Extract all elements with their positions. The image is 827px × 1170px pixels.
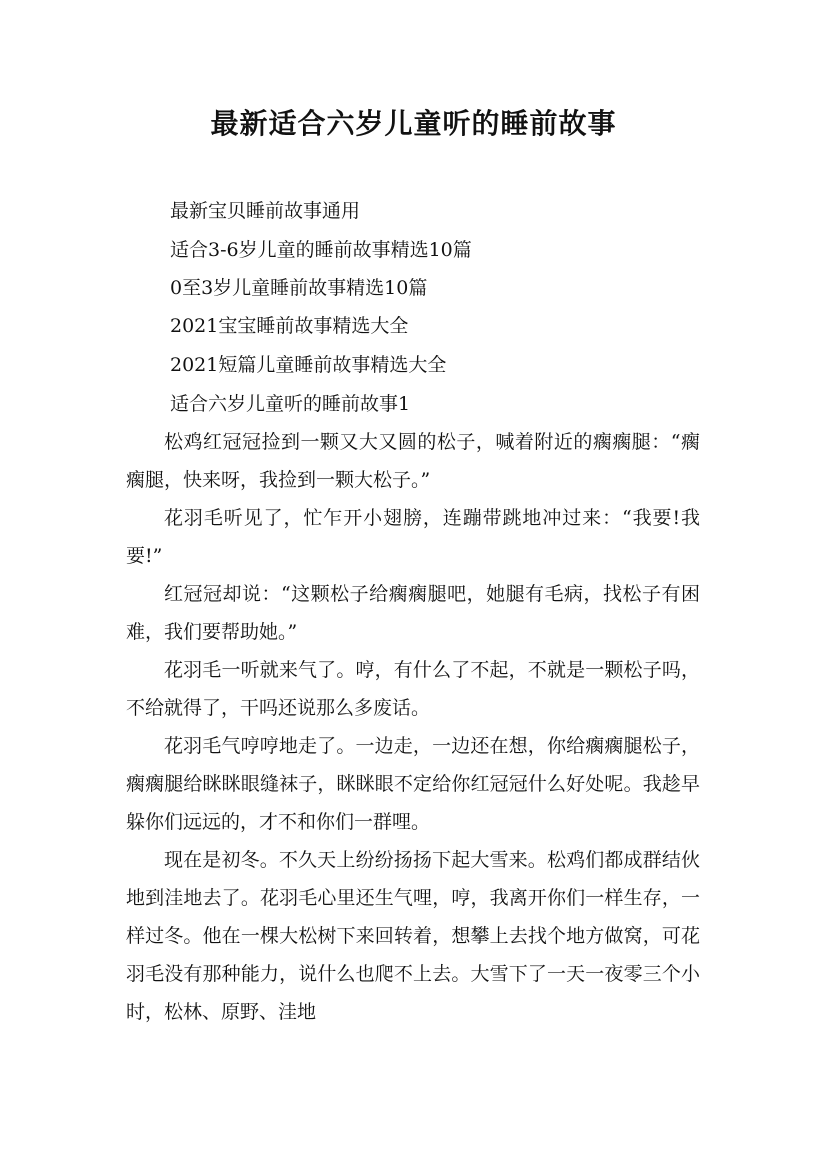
story-paragraph: 松鸡红冠冠捡到一颗又大又圆的松子，喊着附近的瘸瘸腿：“瘸瘸腿，快来呀，我捡到一颗大松子。”	[126, 431, 700, 491]
story-body	[126, 423, 700, 1031]
toc-item: 适合六岁儿童听的睡前故事1	[170, 393, 411, 415]
toc-item: 2021宝宝睡前故事精选大全	[170, 315, 409, 337]
toc-item: 2021短篇儿童睡前故事精选大全	[170, 354, 447, 376]
story-paragraph: 花羽毛一听就来气了。哼，有什么了不起，不就是一颗松子吗，不给就得了，干吗还说那么多废话。	[126, 659, 700, 719]
toc-item: 最新宝贝睡前故事通用	[170, 200, 361, 222]
story-paragraph: 现在是初冬。不久天上纷纷扬扬下起大雪来。松鸡们都成群结伙地到洼地去了。花羽毛心里还生气哩，哼，我离开你们一样生存，一样过冬。他在一棵大松树下来回转着，想攀上去找个地方做窝，可花羽毛没有那种能力，说什么也爬不上去。大雪下了一天一夜零三个小时，松林、原野、洼地	[126, 849, 700, 1023]
toc-item: 0至3岁儿童睡前故事精选10篇	[170, 277, 428, 299]
document-title: 最新适合六岁儿童听的睡前故事	[210, 107, 617, 140]
story-paragraph: 花羽毛听见了，忙乍开小翅膀，连蹦带跳地冲过来：“我要!我要!”	[126, 507, 700, 567]
story-paragraph: 花羽毛气哼哼地走了。一边走，一边还在想，你给瘸瘸腿松子，瘸瘸腿给眯眯眼缝袜子，眯眯眼不定给你红冠冠什么好处呢。我趁早躲你们远远的，才不和你们一群哩。	[126, 735, 700, 833]
toc-item: 适合3-6岁儿童的睡前故事精选10篇	[170, 239, 472, 261]
story-paragraph: 红冠冠却说：“这颗松子给瘸瘸腿吧，她腿有毛病，找松子有困难，我们要帮助她。”	[126, 583, 700, 643]
